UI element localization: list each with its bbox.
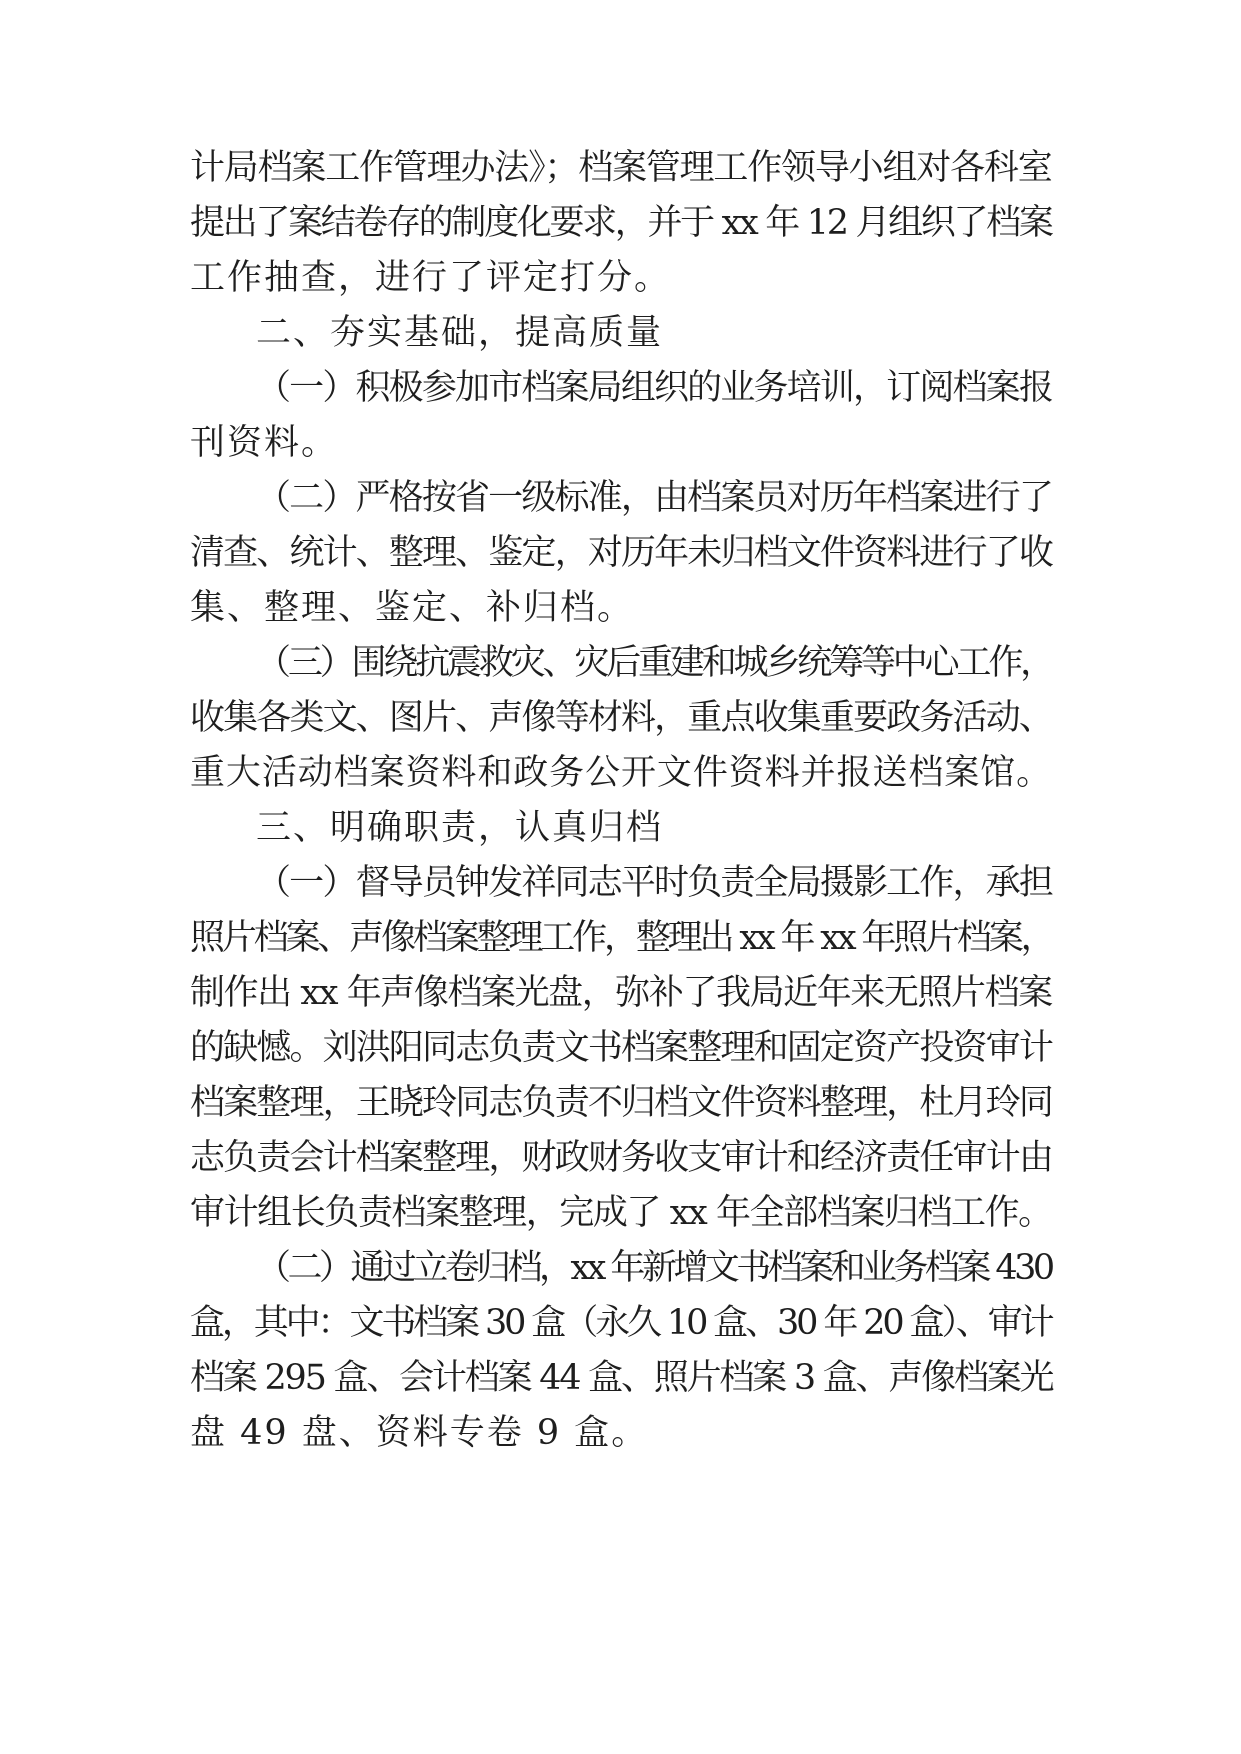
text-line: 清查、统计、整理、鉴定，对历年未归档文件资料进行了收 bbox=[190, 533, 1053, 573]
text-line: 制作出 xx 年声像档案光盘，弥补了我局近年来无照片档案 bbox=[190, 973, 1052, 1013]
text-line: （二）严格按省一级标准，由档案员对历年档案进行了 bbox=[256, 478, 1053, 518]
text-line: （三）围绕抗震救灾、灾后重建和城乡统筹等中心工作， bbox=[256, 643, 1053, 683]
text-line: 提出了案结卷存的制度化要求，并于 xx 年 12 月组织了档案 bbox=[190, 203, 1052, 243]
text-line: （一）督导员钟发祥同志平时负责全局摄影工作，承担 bbox=[256, 863, 1053, 903]
text-line: 集、整理、鉴定、补归档。 bbox=[190, 588, 635, 628]
section-heading: 三、明确职责，认真归档 bbox=[256, 808, 664, 848]
text-line: 志负责会计档案整理，财政财务收支审计和经济责任审计由 bbox=[190, 1138, 1053, 1178]
text-line: 刊资料。 bbox=[190, 423, 339, 463]
section-heading: 二、夯实基础，提高质量 bbox=[256, 313, 664, 353]
text-line: （一）积极参加市档案局组织的业务培训，订阅档案报 bbox=[256, 368, 1053, 408]
text-line: 照片档案、声像档案整理工作，整理出 xx 年 xx 年照片档案， bbox=[190, 918, 1053, 958]
text-line: 计局档案工作管理办法》；档案管理工作领导小组对各科室 bbox=[190, 148, 1052, 188]
text-line: 工作抽查，进行了评定打分。 bbox=[190, 258, 672, 298]
text-line: 盘 49 盘、资料专卷 9 盒。 bbox=[190, 1413, 649, 1453]
text-line: 档案整理，王晓玲同志负责不归档文件资料整理，杜月玲同 bbox=[190, 1083, 1053, 1123]
text-line: 盒，其中：文书档案 30 盒（永久 10 盒、30 年 20 盒）、审计 bbox=[190, 1303, 1052, 1343]
text-line: （二）通过立卷归档，xx 年新增文书档案和业务档案 430 bbox=[256, 1248, 1052, 1288]
text-line: 审计组长负责档案整理，完成了 xx 年全部档案归档工作。 bbox=[190, 1193, 1052, 1233]
text-line: 的缺憾。刘洪阳同志负责文书档案整理和固定资产投资审计 bbox=[190, 1028, 1053, 1068]
text-line: 重大活动档案资料和政务公开文件资料并报送档案馆。 bbox=[190, 753, 1053, 793]
text-line: 收集各类文、图片、声像等材料，重点收集重要政务活动、 bbox=[190, 698, 1053, 738]
text-line: 档案 295 盒、会计档案 44 盒、照片档案 3 盒、声像档案光 bbox=[190, 1358, 1053, 1398]
